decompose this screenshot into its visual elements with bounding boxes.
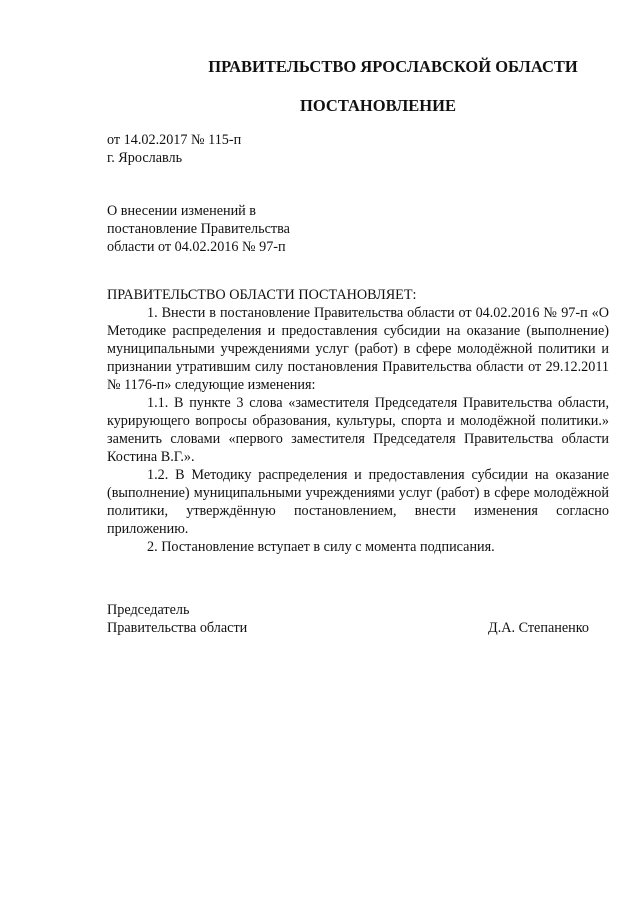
subject-line: постановление Правительства [107, 221, 290, 237]
document-type-title: ПОСТАНОВЛЕНИЕ [300, 96, 456, 115]
signer-position-line1: Председатель [107, 602, 190, 618]
signature-block [107, 601, 589, 637]
date-number: от 14.02.2017 № 115-п [107, 132, 242, 148]
signer-name: Д.А. Степаненко [488, 620, 589, 636]
subject-line: области от 04.02.2016 № 97-п [107, 239, 286, 255]
document-subject [107, 202, 290, 256]
paragraph-2: 2. Постановление вступает в силу с момента подписания. [147, 539, 495, 555]
document-meta [107, 131, 241, 167]
paragraph-1-1: 1.1. В пункте 3 слова «заместителя Председателя Правительства области, курирующего вопросы образования, культуры, спорта и молодёжной политики.» заменить словами «первого заместителя Председателя Правительства области Костина В.Г.». [107, 395, 609, 465]
subject-line: О внесении изменений в [107, 203, 257, 219]
signer-position-line2: Правительства области [107, 620, 248, 636]
signature-row [107, 619, 589, 637]
resolution-heading: ПРАВИТЕЛЬСТВО ОБЛАСТИ ПОСТАНОВЛЯЕТ: [107, 287, 417, 303]
document-body [107, 286, 609, 556]
paragraph-1: 1. Внести в постановление Правительства области от 04.02.2016 № 97-п «О Методике распределения и предоставления субсидии на оказание (выполнение) муниципальными учреждениями услуг (работ) в сфере молодёжной политики и признании утратившим силу постановления Правительства области от 29.12.2011 № 1176-п» следующие изменения: [107, 305, 609, 393]
city: г. Ярославль [107, 150, 183, 166]
paragraph-1-2: 1.2. В Методику распределения и предоставления субсидии на оказание (выполнение) муниципальными учреждениями услуг (работ) в сфере молодёжной политики, утверждённую постановлением, внести изменения согласно приложению. [107, 467, 609, 537]
organization-title: ПРАВИТЕЛЬСТВО ЯРОСЛАВСКОЙ ОБЛАСТИ [208, 57, 578, 76]
